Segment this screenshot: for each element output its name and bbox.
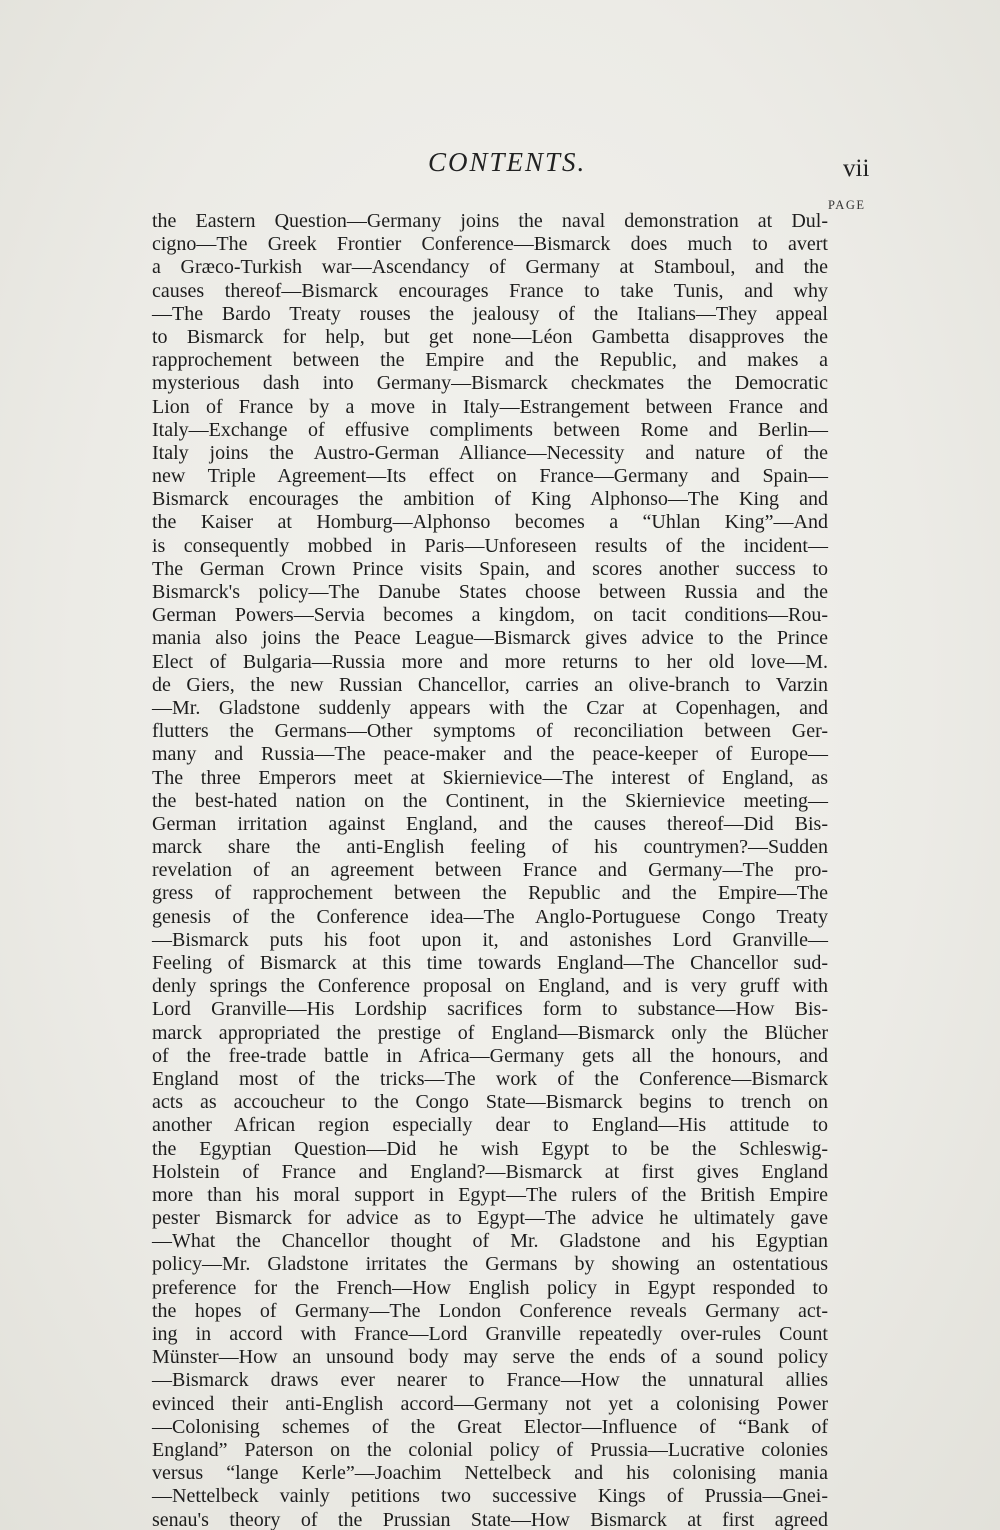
text-line: The three Emperors meet at Skiernievice—The interest of England, as — [152, 766, 828, 789]
text-line: flutters the Germans—Other symptoms of reconciliation between Ger- — [152, 720, 828, 743]
text-line: German irritation against England, and the causes thereof—Did Bis- — [152, 812, 828, 835]
text-line: pester Bismarck for advice as to Egypt—The advice he ultimately gave — [152, 1207, 828, 1230]
text-line: Italy—Exchange of effusive compliments between Rome and Berlin— — [152, 418, 828, 441]
text-line: Lion of France by a move in Italy—Estrangement between France and — [152, 395, 828, 418]
page-column-label: PAGE — [828, 198, 866, 212]
text-line: new Triple Agreement—Its effect on France—Germany and Spain— — [152, 465, 828, 488]
page-header — [0, 143, 1000, 183]
text-line: —Mr. Gladstone suddenly appears with the Czar at Copenhagen, and — [152, 696, 828, 719]
text-line: genesis of the Conference idea—The Anglo-Portuguese Congo Treaty — [152, 905, 828, 928]
text-line: to Bismarck for help, but get none—Léon Gambetta disapproves the — [152, 325, 828, 348]
text-line: revelation of an agreement between France and Germany—The pro- — [152, 859, 828, 882]
text-line: Münster—How an unsound body may serve the ends of a sound policy — [152, 1346, 828, 1369]
text-line: Bismarck encourages the ambition of King Alphonso—The King and — [152, 488, 828, 511]
text-line: many and Russia—The peace-maker and the peace-keeper of Europe— — [152, 743, 828, 766]
text-line: mania also joins the Peace League—Bismarck gives advice to the Prince — [152, 627, 828, 650]
text-line: cigno—The Greek Frontier Conference—Bismarck does much to avert — [152, 233, 828, 256]
page-number: vii — [843, 155, 870, 182]
text-line: versus “lange Kerle”—Joachim Nettelbeck and his colonising mania — [152, 1462, 828, 1485]
text-line: Italy joins the Austro-German Alliance—Necessity and nature of the — [152, 441, 828, 464]
text-line: of the free-trade battle in Africa—Germany gets all the honours, and — [152, 1044, 828, 1067]
text-line: another African region especially dear to England—His attitude to — [152, 1114, 828, 1137]
text-line: Bismarck's policy—The Danube States choose between Russia and the — [152, 581, 828, 603]
text-line: senau's theory of the Prussian State—How Bismarck at first agreed — [152, 1508, 828, 1530]
text-line: de Giers, the new Russian Chancellor, carries an olive-branch to Varzin — [152, 673, 828, 696]
text-line: Elect of Bulgaria—Russia more and more returns to her old love—M. — [152, 650, 828, 673]
text-line: —Bismarck puts his foot upon it, and astonishes Lord Granville— — [152, 928, 828, 951]
text-line: Holstein of France and England?—Bismarck at first gives England — [152, 1160, 828, 1183]
text-line: —Nettelbeck vainly petitions two successive Kings of Prussia—Gnei- — [152, 1485, 828, 1508]
text-line: —The Bardo Treaty rouses the jealousy of the Italians—They appeal — [152, 302, 828, 325]
text-line: rapprochement between the Empire and the Republic, and makes a — [152, 349, 828, 372]
text-line: ing in accord with France—Lord Granville repeatedly over-rules Count — [152, 1323, 828, 1345]
text-line: is consequently mobbed in Paris—Unforeseen results of the incident— — [152, 534, 828, 557]
text-line: more than his moral support in Egypt—The rulers of the British Empire — [152, 1183, 828, 1206]
text-line: gress of rapprochement between the Republic and the Empire—The — [152, 882, 828, 905]
text-line: acts as accoucheur to the Congo State—Bismarck begins to trench on — [152, 1091, 828, 1114]
text-line: marck share the anti-English feeling of his countrymen?—Sudden — [152, 836, 828, 859]
text-line: The German Crown Prince visits Spain, and scores another success to — [152, 557, 828, 580]
text-line: England most of the tricks—The work of the Conference—Bismarck — [152, 1067, 828, 1090]
text-line: —Colonising schemes of the Great Elector—Influence of “Bank of — [152, 1415, 828, 1438]
text-line: —What the Chancellor thought of Mr. Gladstone and his Egyptian — [152, 1230, 828, 1253]
text-line: —Bismarck draws ever nearer to France—How the unnatural allies — [152, 1369, 828, 1392]
text-line: causes thereof—Bismarck encourages France to take Tunis, and why — [152, 279, 828, 302]
text-line: marck appropriated the prestige of England—Bismarck only the Blücher — [152, 1021, 828, 1044]
text-line: Lord Granville—His Lordship sacrifices form to substance—How Bis- — [152, 998, 828, 1021]
text-line: a Græco-Turkish war—Ascendancy of Germany at Stamboul, and the — [152, 256, 828, 279]
text-line: German Powers—Servia becomes a kingdom, on tacit conditions—Rou- — [152, 604, 828, 627]
text-line: mysterious dash into Germany—Bismarck checkmates the Democratic — [152, 372, 828, 395]
text-line: England” Paterson on the colonial policy of Prussia—Lucrative colonies — [152, 1438, 828, 1461]
text-line: the Eastern Question—Germany joins the naval demonstration at Dul- — [152, 210, 828, 232]
contents-paragraph — [152, 210, 828, 1530]
text-line: the Egyptian Question—Did he wish Egypt to be the Schleswig- — [152, 1137, 828, 1160]
text-line: Feeling of Bismarck at this time towards England—The Chancellor sud- — [152, 952, 828, 974]
text-line: denly springs the Conference proposal on England, and is very gruff with — [152, 975, 828, 998]
text-line: the hopes of Germany—The London Conference reveals Germany act- — [152, 1299, 828, 1322]
text-line: policy—Mr. Gladstone irritates the Germans by showing an ostentatious — [152, 1253, 828, 1276]
text-line: evinced their anti-English accord—Germany not yet a colonising Power — [152, 1392, 828, 1415]
text-line: the best-hated nation on the Continent, in the Skiernievice meeting— — [152, 789, 828, 812]
text-line: preference for the French—How English policy in Egypt responded to — [152, 1276, 828, 1299]
running-title: CONTENTS. — [428, 147, 587, 177]
text-line: the Kaiser at Homburg—Alphonso becomes a “Uhlan King”—And — [152, 511, 828, 534]
